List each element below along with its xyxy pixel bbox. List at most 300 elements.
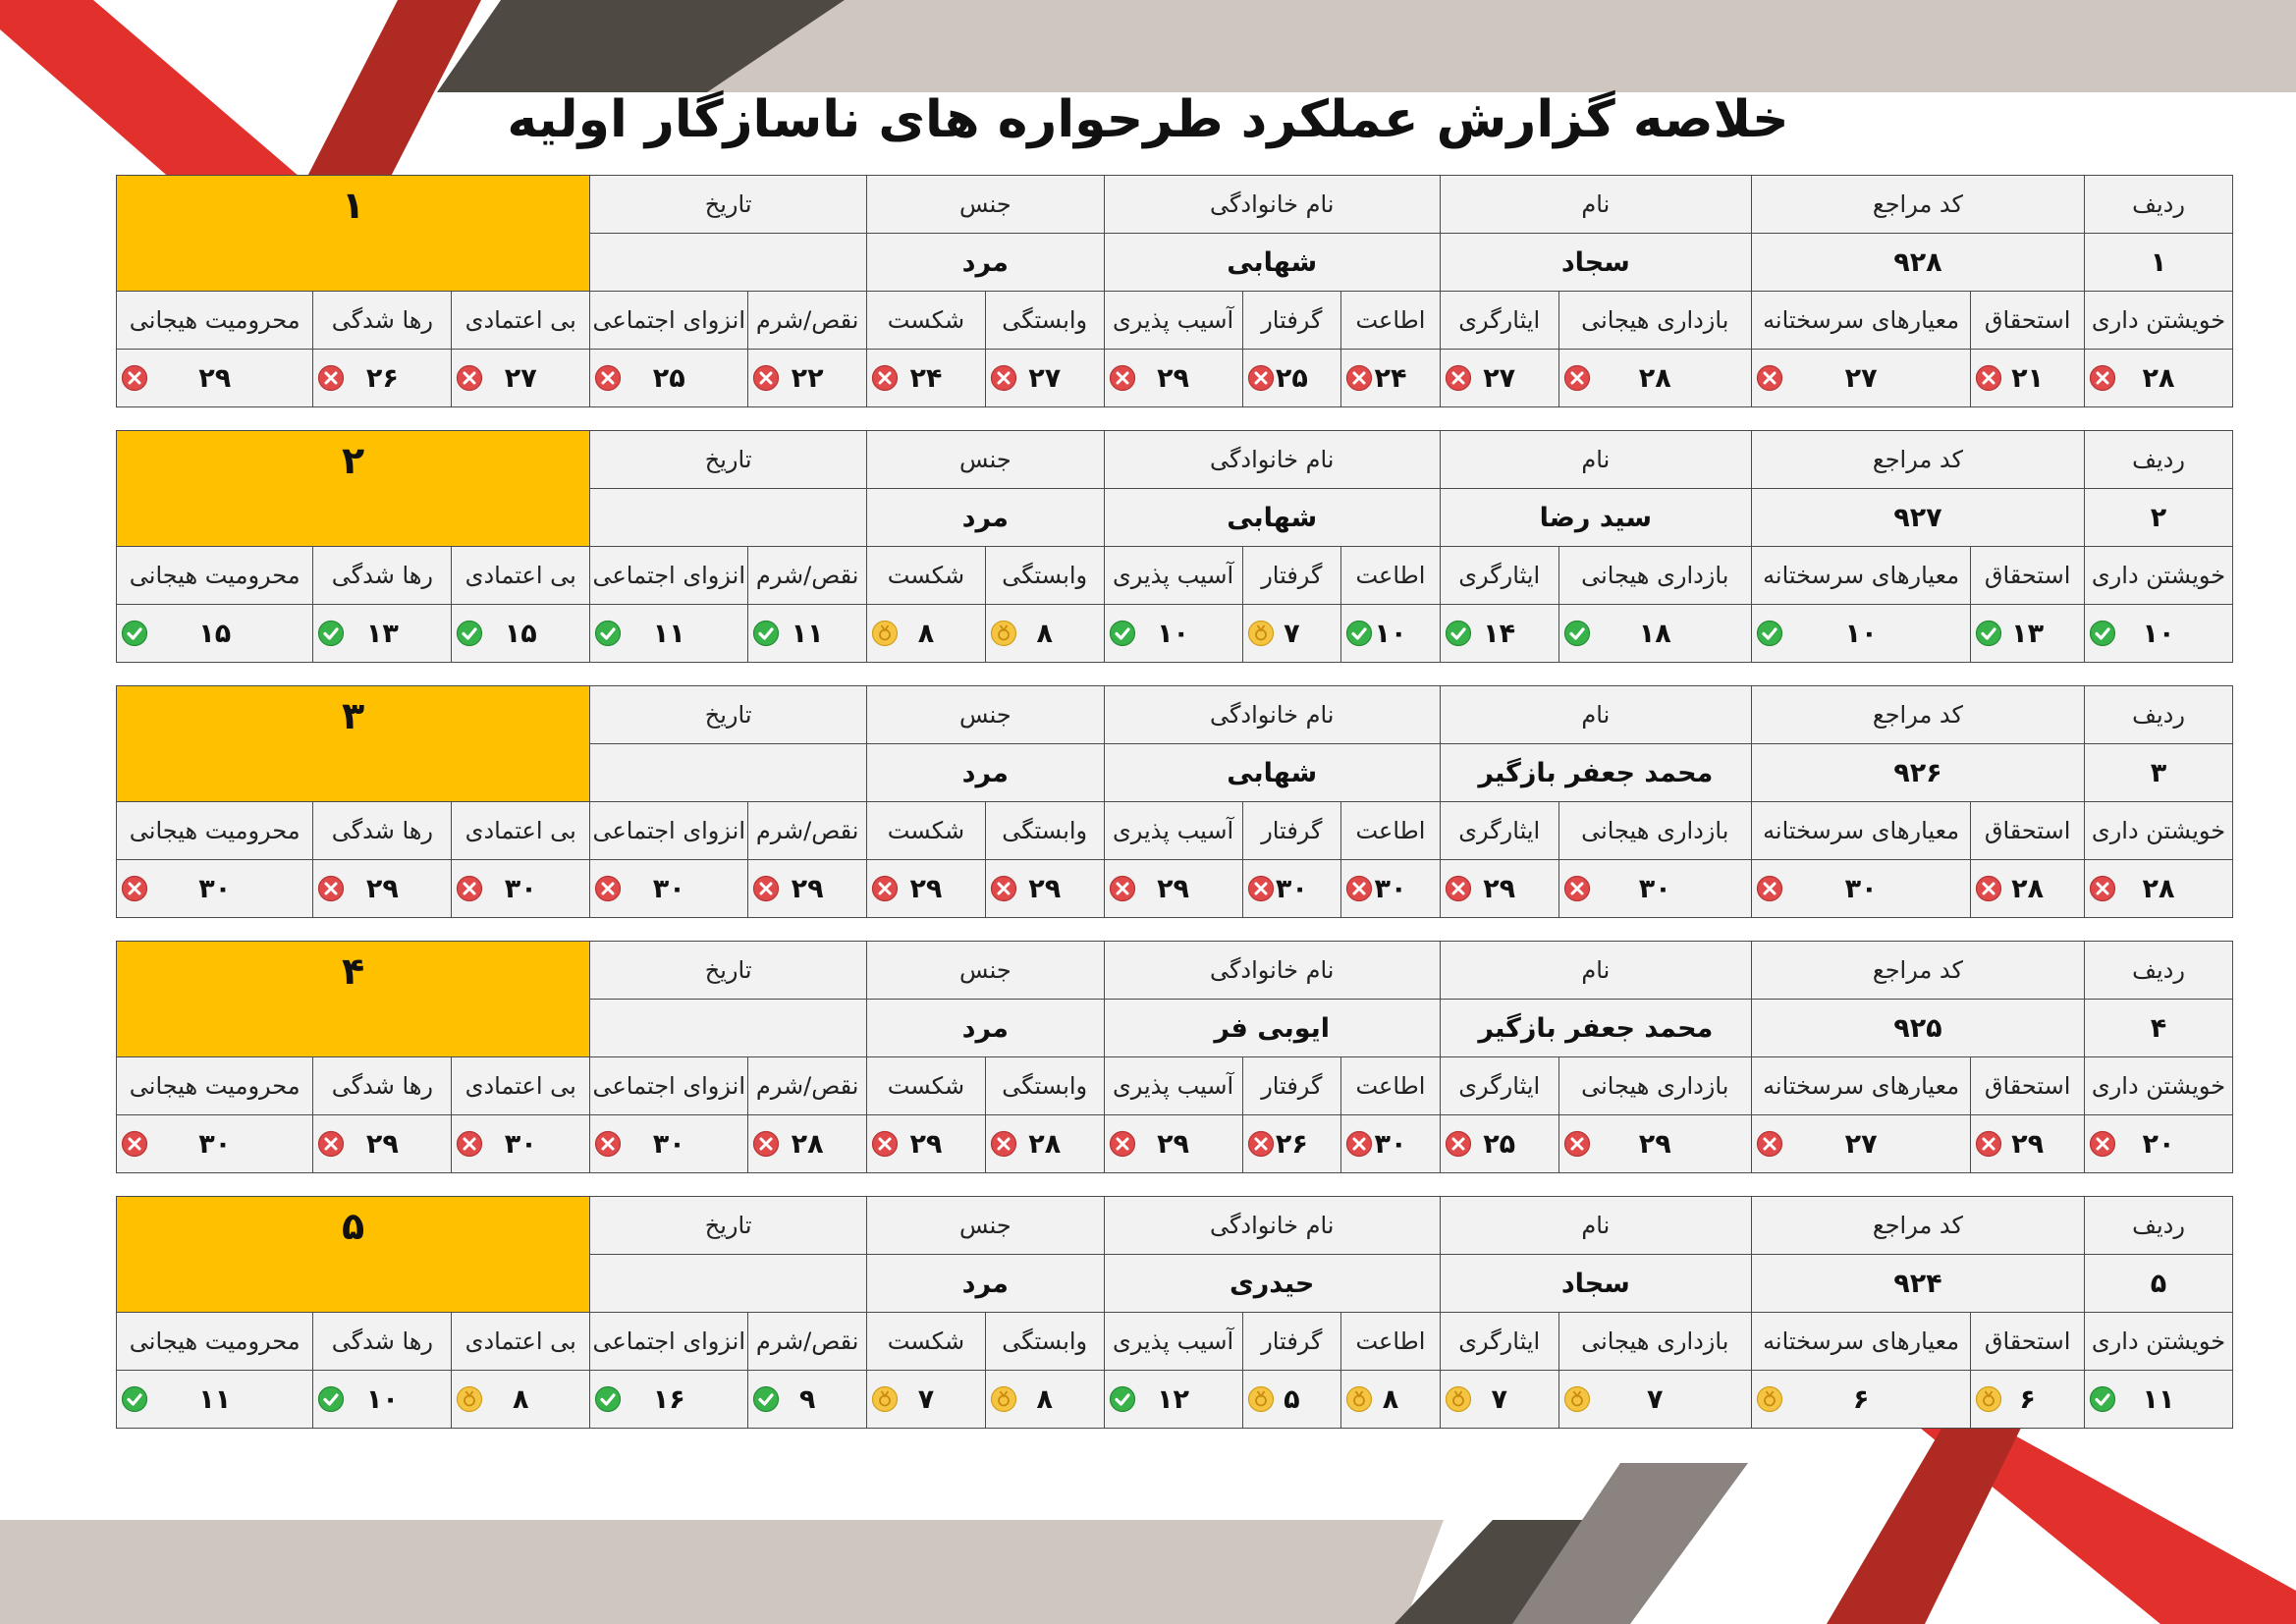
schema-label: بی اعتمادی xyxy=(452,292,590,350)
gender-value: مرد xyxy=(867,1000,1105,1057)
schema-label: وابستگی xyxy=(985,1313,1104,1371)
schema-label: انزوای اجتماعی xyxy=(590,802,748,860)
x-circle-icon xyxy=(752,364,780,392)
schema-score-value: ۲۹ xyxy=(1157,1128,1190,1160)
schema-score-value: ۲۷ xyxy=(504,362,537,394)
schema-label-row xyxy=(117,1057,2233,1115)
row-no-header: ردیف xyxy=(2085,942,2233,1000)
x-circle-icon xyxy=(1109,875,1136,902)
medal-icon xyxy=(456,1385,483,1413)
schema-score-cell xyxy=(590,860,748,918)
schema-label-row xyxy=(117,547,2233,605)
date-value xyxy=(590,234,867,292)
row-no-header: ردیف xyxy=(2085,686,2233,744)
schema-score-value: ۲۷ xyxy=(1028,362,1062,394)
x-circle-icon xyxy=(1109,364,1136,392)
schema-score-cell xyxy=(1440,860,1558,918)
schema-label: انزوای اجتماعی xyxy=(590,547,748,605)
schema-label: بازداری هیجانی xyxy=(1558,1057,1751,1115)
schema-score-cell xyxy=(1341,605,1441,663)
schema-score-value: ۳۰ xyxy=(1374,873,1407,904)
check-circle-icon xyxy=(121,1385,148,1413)
schema-score-cell xyxy=(313,1371,452,1429)
schema-score-cell xyxy=(2085,1371,2233,1429)
last-name-header: نام خانوادگی xyxy=(1104,1197,1440,1255)
schema-score-value: ۸ xyxy=(1036,618,1053,649)
schema-score-value: ۱۰ xyxy=(365,1383,399,1415)
schema-label: گرفتار xyxy=(1242,292,1341,350)
medal-icon xyxy=(871,1385,899,1413)
record-table-5 xyxy=(116,1196,2233,1429)
check-circle-icon xyxy=(2089,620,2116,647)
schema-score-cell xyxy=(1341,1115,1441,1173)
medal-icon xyxy=(1247,1385,1275,1413)
x-circle-icon xyxy=(1345,875,1373,902)
schema-label: اطاعت xyxy=(1341,1313,1441,1371)
schema-label: گرفتار xyxy=(1242,547,1341,605)
check-circle-icon xyxy=(2089,1385,2116,1413)
first-name-header: نام xyxy=(1440,431,1751,489)
schema-score-cell xyxy=(1558,350,1751,407)
schema-score-value: ۲۵ xyxy=(652,362,685,394)
schema-label: بازداری هیجانی xyxy=(1558,547,1751,605)
x-circle-icon xyxy=(1445,875,1472,902)
schema-score-value: ۲۰ xyxy=(2142,1128,2175,1160)
ref-code-value: ۹۲۸ xyxy=(1751,234,2084,292)
schema-label: رها شدگی xyxy=(313,1057,452,1115)
schema-score-value: ۱۰ xyxy=(2142,618,2175,649)
x-circle-icon xyxy=(456,364,483,392)
schema-score-cell xyxy=(1751,350,1970,407)
schema-label: آسیب پذیری xyxy=(1104,1313,1242,1371)
date-value xyxy=(590,489,867,547)
schema-score-value: ۸ xyxy=(513,1383,529,1415)
first-name-header: نام xyxy=(1440,176,1751,234)
schema-score-value: ۲۹ xyxy=(1638,1128,1671,1160)
x-circle-icon xyxy=(594,1130,622,1158)
schema-score-cell xyxy=(985,1371,1104,1429)
x-circle-icon xyxy=(317,364,345,392)
schema-label: بازداری هیجانی xyxy=(1558,1313,1751,1371)
schema-label: ایثارگری xyxy=(1440,802,1558,860)
header-label-row xyxy=(117,942,2233,1000)
schema-score-cell xyxy=(2085,605,2233,663)
schema-score-cell xyxy=(1242,1371,1341,1429)
x-circle-icon xyxy=(1975,1130,2002,1158)
schema-score-value: ۱۰ xyxy=(1157,618,1190,649)
schema-score-value: ۳۰ xyxy=(652,873,685,904)
schema-score-value: ۲۹ xyxy=(198,362,232,394)
schema-label: بازداری هیجانی xyxy=(1558,292,1751,350)
schema-label: اطاعت xyxy=(1341,547,1441,605)
schema-label: استحقاق xyxy=(1971,547,2085,605)
schema-score-value: ۲۷ xyxy=(1844,1128,1878,1160)
last-name-value: شهابی xyxy=(1104,489,1440,547)
schema-score-value: ۲۸ xyxy=(791,1128,824,1160)
schema-label: رها شدگی xyxy=(313,802,452,860)
schema-score-value: ۳۰ xyxy=(504,873,537,904)
x-circle-icon xyxy=(1975,364,2002,392)
schema-score-row xyxy=(117,605,2233,663)
schema-label: انزوای اجتماعی xyxy=(590,292,748,350)
schema-score-value: ۷ xyxy=(917,1383,935,1415)
schema-label: انزوای اجتماعی xyxy=(590,1057,748,1115)
schema-label: معیارهای سرسختانه xyxy=(1751,1313,1970,1371)
x-circle-icon xyxy=(990,1130,1017,1158)
record-number: ۱ xyxy=(117,176,590,292)
schema-score-value: ۱۱ xyxy=(791,618,824,649)
schema-label: بازداری هیجانی xyxy=(1558,802,1751,860)
last-name-header: نام خانوادگی xyxy=(1104,176,1440,234)
schema-label-row xyxy=(117,802,2233,860)
schema-score-value: ۲۹ xyxy=(909,873,943,904)
gender-header: جنس xyxy=(867,431,1105,489)
gender-header: جنس xyxy=(867,1197,1105,1255)
schema-label: نقص/شرم xyxy=(748,547,867,605)
schema-label: خویشتن داری xyxy=(2085,292,2233,350)
x-circle-icon xyxy=(456,1130,483,1158)
last-name-value: ایوبی فر xyxy=(1104,1000,1440,1057)
schema-score-value: ۳۰ xyxy=(1844,873,1878,904)
schema-score-cell xyxy=(1440,605,1558,663)
x-circle-icon xyxy=(1975,875,2002,902)
schema-score-value: ۷ xyxy=(1284,618,1300,649)
schema-score-cell xyxy=(452,605,590,663)
header-label-row xyxy=(117,686,2233,744)
schema-label: بی اعتمادی xyxy=(452,802,590,860)
check-circle-icon xyxy=(594,1385,622,1413)
schema-score-value: ۲۷ xyxy=(1483,362,1516,394)
x-circle-icon xyxy=(1247,875,1275,902)
x-circle-icon xyxy=(1756,875,1783,902)
schema-score-value: ۳۰ xyxy=(1374,1128,1407,1160)
gender-header: جنس xyxy=(867,686,1105,744)
first-name-value: سید رضا xyxy=(1440,489,1751,547)
schema-score-cell xyxy=(985,860,1104,918)
schema-score-value: ۲۹ xyxy=(2011,1128,2045,1160)
schema-score-cell xyxy=(1104,1371,1242,1429)
check-circle-icon xyxy=(456,620,483,647)
schema-score-value: ۸ xyxy=(1036,1383,1053,1415)
row-no-value: ۵ xyxy=(2085,1255,2233,1313)
schema-label: معیارهای سرسختانه xyxy=(1751,292,1970,350)
schema-label: نقص/شرم xyxy=(748,292,867,350)
date-header: تاریخ xyxy=(590,176,867,234)
schema-score-value: ۵ xyxy=(1284,1383,1300,1415)
gender-header: جنس xyxy=(867,176,1105,234)
schema-score-cell xyxy=(117,350,313,407)
schema-score-cell xyxy=(1341,350,1441,407)
date-header: تاریخ xyxy=(590,1197,867,1255)
schema-score-cell xyxy=(1558,860,1751,918)
record-number: ۴ xyxy=(117,942,590,1057)
header-label-row xyxy=(117,176,2233,234)
schema-label: خویشتن داری xyxy=(2085,1057,2233,1115)
schema-score-value: ۸ xyxy=(917,618,935,649)
schema-label: بی اعتمادی xyxy=(452,1057,590,1115)
check-circle-icon xyxy=(1109,620,1136,647)
first-name-header: نام xyxy=(1440,686,1751,744)
first-name-value: سجاد xyxy=(1440,1255,1751,1313)
schema-label: محرومیت هیجانی xyxy=(117,1313,313,1371)
schema-label: اطاعت xyxy=(1341,1057,1441,1115)
schema-label: نقص/شرم xyxy=(748,802,867,860)
schema-score-value: ۳۰ xyxy=(652,1128,685,1160)
x-circle-icon xyxy=(121,364,148,392)
schema-score-cell xyxy=(867,605,986,663)
schema-score-value: ۲۹ xyxy=(909,1128,943,1160)
schema-score-value: ۱۵ xyxy=(198,618,232,649)
schema-score-value: ۲۴ xyxy=(909,362,943,394)
schema-label: خویشتن داری xyxy=(2085,547,2233,605)
medal-icon xyxy=(990,1385,1017,1413)
record-table-3 xyxy=(116,685,2233,918)
schema-label: ایثارگری xyxy=(1440,292,1558,350)
x-circle-icon xyxy=(752,1130,780,1158)
row-no-value: ۴ xyxy=(2085,1000,2233,1057)
schema-label: شکست xyxy=(867,547,986,605)
x-circle-icon xyxy=(871,1130,899,1158)
record-table-4 xyxy=(116,941,2233,1173)
schema-score-cell xyxy=(748,860,867,918)
schema-score-value: ۲۸ xyxy=(1638,362,1671,394)
schema-score-cell xyxy=(452,350,590,407)
x-circle-icon xyxy=(594,875,622,902)
check-circle-icon xyxy=(594,620,622,647)
schema-score-value: ۳۰ xyxy=(1638,873,1671,904)
schema-label: بی اعتمادی xyxy=(452,547,590,605)
ref-code-header: کد مراجع xyxy=(1751,431,2084,489)
x-circle-icon xyxy=(752,875,780,902)
schema-score-value: ۱۳ xyxy=(365,618,399,649)
ref-code-header: کد مراجع xyxy=(1751,176,2084,234)
schema-score-value: ۶ xyxy=(2019,1383,2036,1415)
first-name-header: نام xyxy=(1440,942,1751,1000)
medal-icon xyxy=(1445,1385,1472,1413)
schema-score-cell xyxy=(313,860,452,918)
schema-label: شکست xyxy=(867,292,986,350)
schema-label: گرفتار xyxy=(1242,1313,1341,1371)
check-circle-icon xyxy=(1109,1385,1136,1413)
schema-label: وابستگی xyxy=(985,292,1104,350)
schema-label: شکست xyxy=(867,802,986,860)
schema-score-value: ۲۸ xyxy=(1028,1128,1062,1160)
ref-code-value: ۹۲۵ xyxy=(1751,1000,2084,1057)
schema-score-value: ۲۹ xyxy=(1157,362,1190,394)
schema-score-value: ۱۸ xyxy=(1638,618,1671,649)
ref-code-header: کد مراجع xyxy=(1751,1197,2084,1255)
page-title: خلاصه گزارش عملکرد طرحواره های ناسازگار اولیه xyxy=(507,90,1789,149)
schema-label: ایثارگری xyxy=(1440,1313,1558,1371)
x-circle-icon xyxy=(1109,1130,1136,1158)
schema-score-value: ۷ xyxy=(1646,1383,1664,1415)
first-name-value: محمد جعفر بازگیر xyxy=(1440,1000,1751,1057)
schema-score-row xyxy=(117,350,2233,407)
schema-score-cell xyxy=(1440,1371,1558,1429)
schema-score-cell xyxy=(1242,350,1341,407)
ref-code-value: ۹۲۶ xyxy=(1751,744,2084,802)
row-no-value: ۲ xyxy=(2085,489,2233,547)
schema-label: آسیب پذیری xyxy=(1104,1057,1242,1115)
schema-label: استحقاق xyxy=(1971,1057,2085,1115)
schema-score-cell xyxy=(117,1371,313,1429)
schema-score-cell xyxy=(1242,1115,1341,1173)
check-circle-icon xyxy=(752,1385,780,1413)
schema-score-cell xyxy=(1971,860,2085,918)
schema-score-cell xyxy=(590,1371,748,1429)
record-number: ۲ xyxy=(117,431,590,547)
schema-label: اطاعت xyxy=(1341,802,1441,860)
gender-value: مرد xyxy=(867,234,1105,292)
schema-score-cell xyxy=(867,350,986,407)
schema-score-cell xyxy=(117,605,313,663)
last-name-header: نام خانوادگی xyxy=(1104,431,1440,489)
schema-score-cell xyxy=(117,1115,313,1173)
schema-score-cell xyxy=(1971,1371,2085,1429)
schema-label: شکست xyxy=(867,1057,986,1115)
schema-score-value: ۳۰ xyxy=(198,873,232,904)
schema-label: وابستگی xyxy=(985,547,1104,605)
schema-score-cell xyxy=(1341,1371,1441,1429)
ref-code-value: ۹۲۷ xyxy=(1751,489,2084,547)
ref-code-value: ۹۲۴ xyxy=(1751,1255,2084,1313)
x-circle-icon xyxy=(121,1130,148,1158)
first-name-header: نام xyxy=(1440,1197,1751,1255)
schema-score-cell xyxy=(313,1115,452,1173)
last-name-value: حیدری xyxy=(1104,1255,1440,1313)
schema-score-value: ۲۹ xyxy=(365,1128,399,1160)
schema-score-value: ۱۳ xyxy=(2011,618,2045,649)
x-circle-icon xyxy=(1756,364,1783,392)
schema-score-value: ۶ xyxy=(1852,1383,1870,1415)
row-no-value: ۱ xyxy=(2085,234,2233,292)
x-circle-icon xyxy=(871,875,899,902)
record-number: ۳ xyxy=(117,686,590,802)
check-circle-icon xyxy=(121,620,148,647)
check-circle-icon xyxy=(1445,620,1472,647)
schema-score-value: ۲۴ xyxy=(1374,362,1407,394)
medal-icon xyxy=(1756,1385,1783,1413)
last-name-header: نام خانوادگی xyxy=(1104,942,1440,1000)
date-header: تاریخ xyxy=(590,686,867,744)
date-header: تاریخ xyxy=(590,431,867,489)
schema-score-cell xyxy=(748,350,867,407)
check-circle-icon xyxy=(317,620,345,647)
x-circle-icon xyxy=(1563,1130,1591,1158)
gender-value: مرد xyxy=(867,744,1105,802)
schema-score-value: ۱۰ xyxy=(1844,618,1878,649)
check-circle-icon xyxy=(1756,620,1783,647)
schema-label: وابستگی xyxy=(985,1057,1104,1115)
medal-icon xyxy=(1345,1385,1373,1413)
schema-score-cell xyxy=(2085,860,2233,918)
schema-score-cell xyxy=(1971,605,2085,663)
row-no-header: ردیف xyxy=(2085,1197,2233,1255)
schema-label: استحقاق xyxy=(1971,1313,2085,1371)
schema-label: رها شدگی xyxy=(313,292,452,350)
schema-label-row xyxy=(117,1313,2233,1371)
x-circle-icon xyxy=(1247,364,1275,392)
schema-score-cell xyxy=(1104,605,1242,663)
medal-icon xyxy=(1563,1385,1591,1413)
schema-label: آسیب پذیری xyxy=(1104,802,1242,860)
schema-score-cell xyxy=(452,1115,590,1173)
schema-score-cell xyxy=(1971,1115,2085,1173)
medal-icon xyxy=(990,620,1017,647)
schema-score-value: ۱۱ xyxy=(2142,1383,2175,1415)
schema-score-cell xyxy=(1341,860,1441,918)
schema-score-value: ۹ xyxy=(798,1383,816,1415)
check-circle-icon xyxy=(317,1385,345,1413)
schema-score-value: ۲۱ xyxy=(2011,362,2045,394)
schema-score-cell xyxy=(1440,1115,1558,1173)
schema-score-cell xyxy=(985,350,1104,407)
schema-label: وابستگی xyxy=(985,802,1104,860)
date-value xyxy=(590,1000,867,1057)
schema-score-cell xyxy=(117,860,313,918)
schema-score-value: ۱۰ xyxy=(1374,618,1407,649)
bottom-gray-band xyxy=(0,1520,1444,1624)
medal-icon xyxy=(1975,1385,2002,1413)
schema-label: گرفتار xyxy=(1242,1057,1341,1115)
schema-score-value: ۸ xyxy=(1382,1383,1399,1415)
schema-label: نقص/شرم xyxy=(748,1057,867,1115)
schema-score-cell xyxy=(1104,350,1242,407)
date-value xyxy=(590,744,867,802)
schema-score-cell xyxy=(1971,350,2085,407)
x-circle-icon xyxy=(317,875,345,902)
schema-score-cell xyxy=(1558,1371,1751,1429)
schema-label: انزوای اجتماعی xyxy=(590,1313,748,1371)
schema-label-row xyxy=(117,292,2233,350)
schema-score-cell xyxy=(748,605,867,663)
last-name-value: شهابی xyxy=(1104,234,1440,292)
x-circle-icon xyxy=(317,1130,345,1158)
schema-label: رها شدگی xyxy=(313,1313,452,1371)
schema-score-cell xyxy=(985,1115,1104,1173)
schema-label: محرومیت هیجانی xyxy=(117,802,313,860)
record-table-2 xyxy=(116,430,2233,663)
bottom-red-stripe-left xyxy=(1827,1424,2023,1624)
schema-label: استحقاق xyxy=(1971,802,2085,860)
schema-score-cell xyxy=(2085,350,2233,407)
schema-score-cell xyxy=(452,1371,590,1429)
schema-score-value: ۳۰ xyxy=(504,1128,537,1160)
schema-score-value: ۲۹ xyxy=(791,873,824,904)
x-circle-icon xyxy=(1345,364,1373,392)
x-circle-icon xyxy=(1445,1130,1472,1158)
schema-score-cell xyxy=(1558,1115,1751,1173)
schema-score-value: ۲۹ xyxy=(1157,873,1190,904)
schema-score-value: ۲۹ xyxy=(1483,873,1516,904)
schema-label: آسیب پذیری xyxy=(1104,547,1242,605)
schema-label: رها شدگی xyxy=(313,547,452,605)
header-label-row xyxy=(117,1197,2233,1255)
x-circle-icon xyxy=(1563,875,1591,902)
schema-score-cell xyxy=(1751,1115,1970,1173)
schema-label: استحقاق xyxy=(1971,292,2085,350)
x-circle-icon xyxy=(990,875,1017,902)
schema-score-row xyxy=(117,1371,2233,1429)
x-circle-icon xyxy=(456,875,483,902)
schema-score-cell xyxy=(452,860,590,918)
schema-score-value: ۱۵ xyxy=(504,618,537,649)
schema-score-cell xyxy=(867,1115,986,1173)
check-circle-icon xyxy=(1975,620,2002,647)
first-name-value: سجاد xyxy=(1440,234,1751,292)
x-circle-icon xyxy=(1345,1130,1373,1158)
schema-score-value: ۲۸ xyxy=(2142,362,2175,394)
